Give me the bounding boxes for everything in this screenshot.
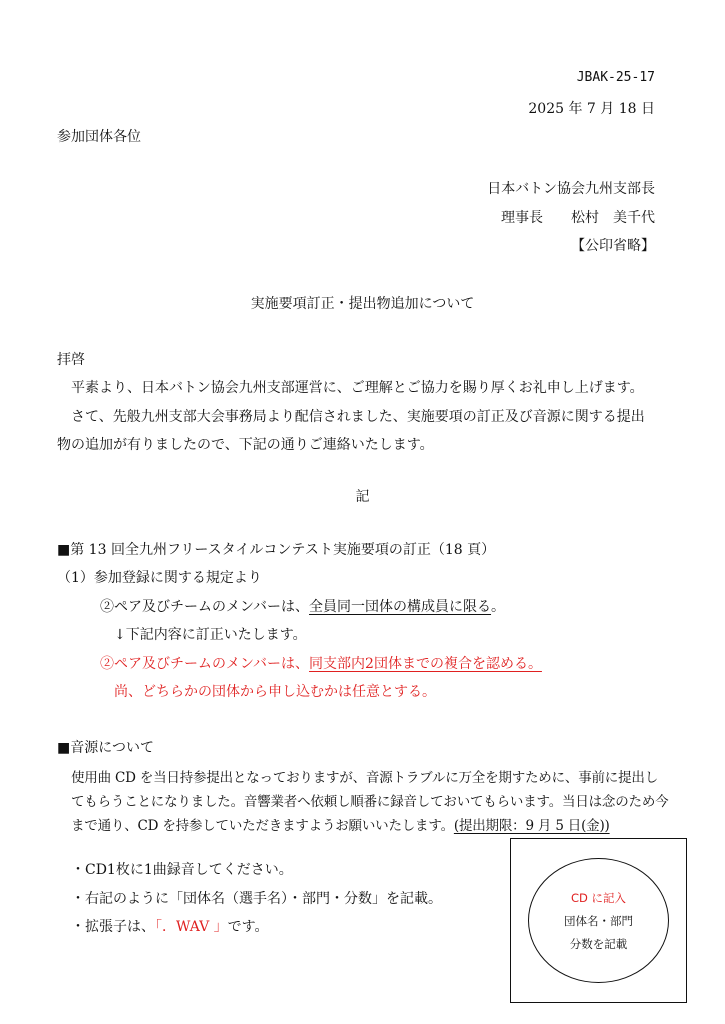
bullet-2: ・右記のように「団体名（選手名）・部門・分数」を記載。: [71, 891, 442, 907]
bullet-3: [71, 917, 269, 937]
section2-heading: ■音源について: [57, 740, 154, 756]
new-rule-prefix: ②ペア及びチームのメンバーは、: [100, 656, 310, 672]
intro-line-3: 物の追加が有りましたので、下記の通りご連絡いたします。: [57, 437, 434, 453]
section1-heading: ■第 13 回全九州フリースタイルコンテスト実施要項の訂正（18 頁）: [57, 542, 496, 558]
section2-body-line-1: 使用曲 CD を当日持参提出となっておりますが、音源トラブルに万全を期すために、事前に提出し: [71, 770, 658, 786]
seal-note: 【公印省略】: [571, 238, 655, 254]
submission-deadline: (提出期限：9 月 5 日(金)): [453, 818, 610, 834]
section2-body-line-3: [71, 816, 610, 836]
bullet-1: ・CD1枚に1曲録音してください。: [71, 862, 293, 878]
old-rule-suffix: 。: [491, 599, 506, 615]
new-rule-note: 尚、どちらかの団体から申し込むかは任意とする。: [114, 684, 436, 700]
document-date: 2025 年 7 月 18 日: [528, 101, 655, 117]
document-number: JBAK-25-17: [576, 70, 655, 85]
intro-line-1: 平素より、日本バトン協会九州支部運営に、ご理解とご協力を賜り厚くお礼申し上げます。: [71, 380, 644, 396]
correction-note: ↓下記内容に訂正いたします。: [114, 627, 307, 643]
greeting: 拝啓: [57, 352, 85, 368]
section1-subheading: （1）参加登録に関する規定より: [57, 570, 262, 586]
page-title: 実施要項訂正・提出物追加について: [250, 296, 475, 312]
bullet-3-prefix: ・拡張子は、: [71, 919, 155, 935]
wav-extension: 「．WAV 」: [155, 919, 228, 935]
old-rule-underlined: 全員同一団体の構成員に限る: [309, 599, 492, 615]
section2-body-line-2: てもらうことになりました。音響業者へ依頼し順番に録音しておいてもらいます。当日は念のため今: [71, 794, 669, 810]
sender-name: 理事長 松村 美千代: [501, 210, 655, 226]
old-rule: [100, 597, 505, 617]
new-rule-underlined: 同支部内2団体までの複合を認める。: [309, 656, 542, 672]
cd-label-line-3: 分数を記載: [569, 937, 628, 951]
cd-label-line-2: 団体名・部門: [564, 914, 633, 928]
bullet-3-suffix: です。: [227, 919, 269, 935]
intro-line-2: さて、先般九州支部大会事務局より配信されました、実施要項の訂正及び音源に関する提出: [71, 409, 645, 425]
body-line-3-text: まで通り、CD を持参していただきますようお願いいたします。: [71, 818, 454, 834]
recipient: 参加団体各位: [57, 129, 141, 145]
old-rule-prefix: ②ペア及びチームのメンバーは、: [100, 599, 310, 615]
new-rule: [100, 654, 542, 674]
sender-organization: 日本バトン協会九州支部長: [487, 181, 655, 197]
ki-mark: 記: [355, 489, 370, 505]
cd-label-line-1: CD に記入: [570, 891, 627, 905]
